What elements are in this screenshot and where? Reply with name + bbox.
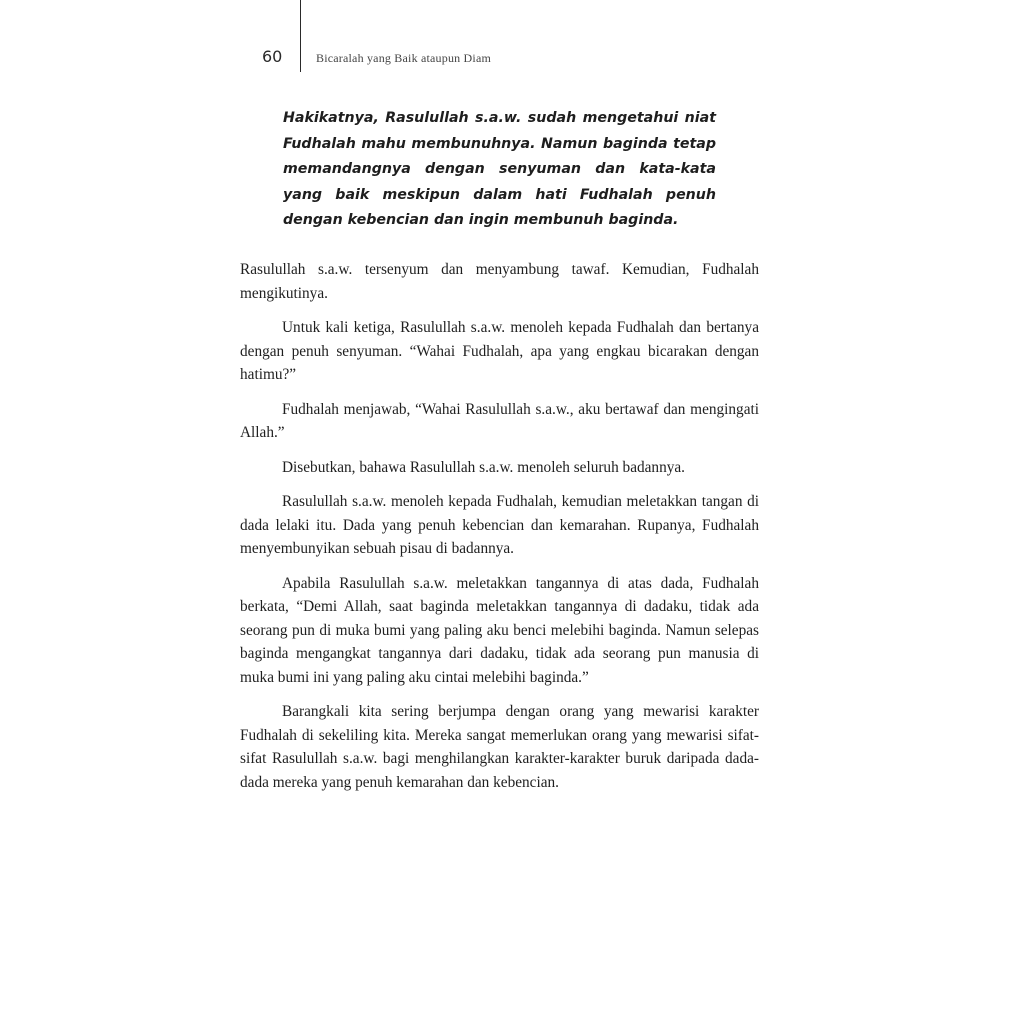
header-divider bbox=[300, 0, 301, 72]
paragraph: Disebutkan, bahawa Rasulullah s.a.w. menoleh seluruh badannya. bbox=[282, 458, 685, 476]
paragraph: Rasulullah s.a.w. menoleh kepada Fudhalah, kemudian meletakkan tangan di dada lelaki itu. Dada yang penuh kebencian dan kemarahan. Rupanya, Fudhalah menyembunyikan sebuah pisau di badannya. bbox=[240, 493, 759, 557]
page-number: 60 bbox=[262, 47, 283, 66]
paragraph: Fudhalah menjawab, “Wahai Rasulullah s.a.w., aku bertawaf dan mengingati Allah.” bbox=[240, 400, 759, 441]
paragraph: Apabila Rasulullah s.a.w. meletakkan tangannya di atas dada, Fudhalah berkata, “Demi Allah, saat baginda meletakkan tangannya di dadaku, tidak ada seorang pun di muka bumi yang paling aku benci melebihi baginda. Namun selepas baginda mengangkat tangannya dari dadaku, tidak ada seorang pun manusia di muka bumi ini yang paling aku cintai melebihi baginda.” bbox=[240, 574, 759, 686]
paragraph: Barangkali kita sering berjumpa dengan orang yang mewarisi karakter Fudhalah di sekeliling kita. Mereka sangat memerlukan orang yang mewarisi sifat-sifat Rasulullah s.a.w. bagi menghilangkan karakter-karakter buruk daripada dada-dada mereka yang penuh kemarahan dan kebencian. bbox=[240, 703, 759, 791]
paragraph: Rasulullah s.a.w. tersenyum dan menyambung tawaf. Kemudian, Fudhalah mengikutinya. bbox=[240, 261, 759, 302]
paragraph: Untuk kali ketiga, Rasulullah s.a.w. menoleh kepada Fudhalah dan bertanya dengan penuh senyuman. “Wahai Fudhalah, apa yang engkau bicarakan dengan hatimu?” bbox=[240, 319, 759, 383]
running-title: Bicaralah yang Baik ataupun Diam bbox=[316, 51, 492, 65]
pull-quote: Hakikatnya, Rasulullah s.a.w. sudah mengetahui niat Fudhalah mahu membunuhnya. Namun baginda tetap memandangnya dengan senyuman dan kata-kata yang baik meskipun dalam hati Fudhalah penuh dengan kebencian dan ingin membunuh baginda. bbox=[283, 110, 716, 228]
body-text bbox=[240, 258, 759, 805]
